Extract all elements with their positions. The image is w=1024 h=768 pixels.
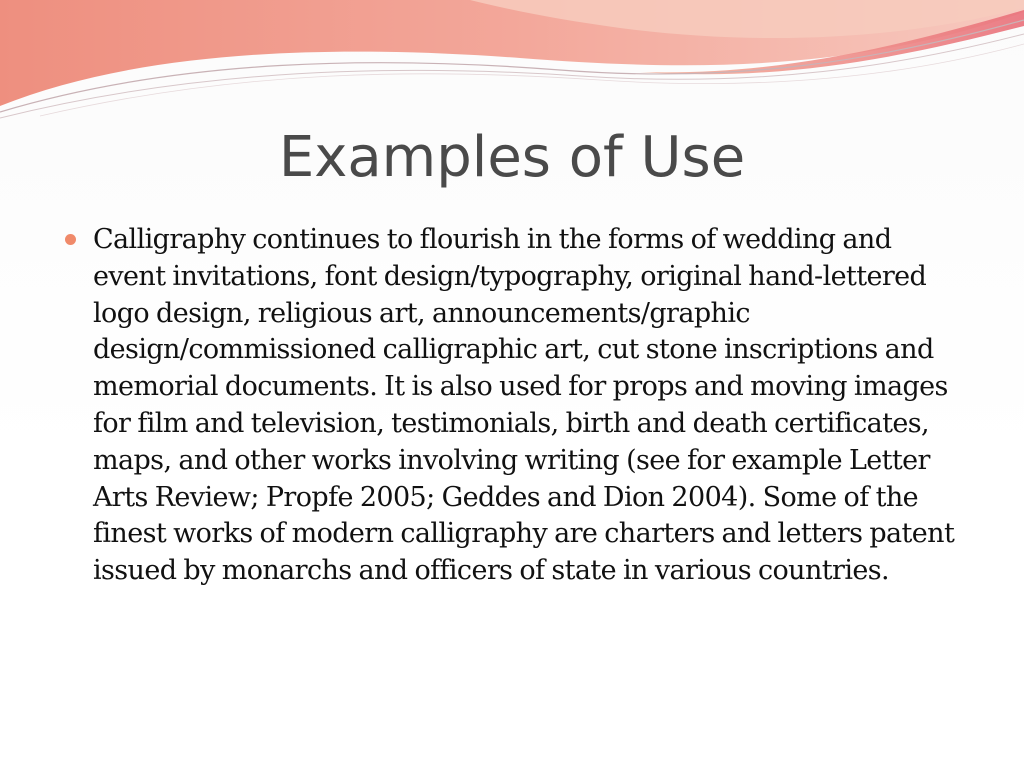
bullet-text: Calligraphy continues to flourish in the forms of wedding and event invitations, font design/typography, original hand-lettered logo design, religious art, announcements/graphic design/commissioned calligraphic art, cut stone inscriptions and memorial documents. It is also used for props and moving images for film and television, testimonials, birth and death certificates, maps, and other works involving writing (see for example Letter Arts Review; Propfe 2005; Geddes and Dion 2004). Some of the finest works of modern calligraphy are charters and letters patent issued by monarchs and officers of state in various countries. — [93, 224, 955, 587]
slide-title: Examples of Use — [278, 125, 746, 190]
bullet-dot-icon — [65, 234, 76, 245]
bullet-item — [64, 222, 964, 590]
slide-body — [64, 222, 964, 590]
decorative-wave-header — [0, 0, 1024, 130]
